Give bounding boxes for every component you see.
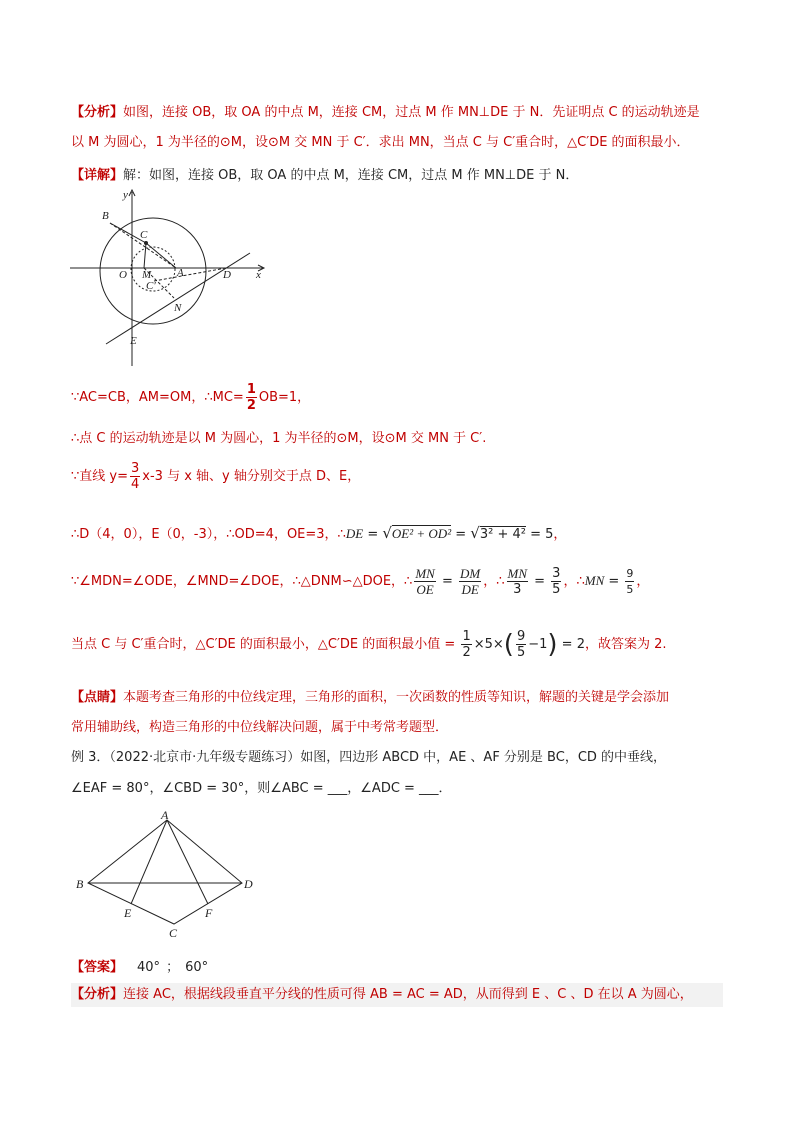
label-y: y [123,189,128,201]
circle-o [100,218,206,324]
label-c2: C [169,926,178,940]
comment-line-2: 常用辅助线，构造三角形的中位线解决问题，属于中考常考题型． [71,720,449,735]
analysis-2-tag: 【分析】 [71,987,124,1002]
analysis-2-line: 【分析】连接 AC，根据线段垂直平分线的性质可得 AB = AC = AD，从而得到 E 、C 、D 在以 A 为圆心， [71,983,723,1007]
step-3: ∵直线 y= $\frac{3}{4}$ x-3 与 x 轴、y 轴分别交于点 D、E， [71,461,361,492]
analysis-text-1: 如图，连接 OB，取 OA 的中点 M，连接 CM，过点 M 作 MN⊥DE 于 N．先证明点 C 的运动轨迹是 [123,105,700,120]
segment-ca [146,243,176,268]
label-a2: A [161,810,169,822]
label-f2: F [205,906,213,920]
label-a: A [177,267,184,279]
detail-line [71,164,578,183]
label-o: O [119,269,127,281]
point-c [144,241,148,245]
segment-af [167,820,208,904]
fraction-slope: $\frac{3}{4}$ [131,461,140,492]
label-x: x [256,269,261,281]
detail-tag: 【详解】 [71,168,124,183]
label-e2: E [124,906,132,920]
label-m: M [142,269,152,281]
analysis-tag: 【分析】 [71,105,124,120]
label-c-prime: C′ [146,280,156,292]
label-d: D [223,269,231,281]
step-4: ∴D（4，0），E（0，-3），∴OD=4，OE=3，∴DE = √OE² + OD² = √3² + 4² = 5， [71,524,567,542]
label-n: N [174,302,182,314]
radical-2: 3² + 4² [479,527,526,542]
comment-tag: 【点睛】 [71,690,124,705]
step-6: 当点 C 与 C′重合时，△C′DE 的面积最小，△C′DE 的面积最小值 = $\frac{1}{2}$ ×5×( $\frac{9}{5}$ −1) = 2，故答案为 2. [71,629,667,660]
quadrilateral-abcd [88,820,242,924]
analysis-line-1 [71,101,700,120]
label-d2: D [244,877,253,891]
segment-ae [131,820,167,904]
answer-tag: 【答案】 [71,960,124,975]
step-1: ∵AC=CB，AM=OM，∴MC= $\frac{1}{2}$ OB=1， [71,382,311,413]
radical-1: OE² + OD² [391,526,452,541]
quadrilateral-figure [72,810,262,940]
step-5: ∵∠MDN=∠ODE，∠MND=∠DOE，∴△DNM∽△DOE，∴ $\frac{MN}{OE}$ = $\frac{DM}{DE}$ ，∴ $\frac{MN}{3}$ = $\frac{3}{5}$ ，∴MN = $\frac{9}{5}$ ， [71,566,650,597]
detail-text: 解：如图，连接 OB，取 OA 的中点 M，连接 CM，过点 M 作 MN⊥DE 于 N． [123,168,579,183]
step-2: ∴点 C 的运动轨迹是以 M 为圆心，1 为半径的⊙M，设⊙M 交 MN 于 C′. [71,431,487,446]
circle-figure [66,186,276,372]
label-c: C [140,229,148,241]
analysis-line-2: 以 M 为圆心，1 为半径的⊙M，设⊙M 交 MN 于 C′．求出 MN，当点 C 与 C′重合时，△C′DE 的面积最小． [71,135,690,150]
answer-line: 【答案】 40° ； 60° [71,960,209,975]
fraction-half: $\frac{1}{2}$ [246,382,256,413]
example-3-line-2: ∠EAF = 80°，∠CBD = 30°，则∠ABC = ___，∠ADC = ___． [71,781,452,796]
label-b: B [102,210,109,222]
comment-line-1: 【点睛】本题考查三角形的中位线定理，三角形的面积，一次函数的性质等知识，解题的关键是学会添加 [71,690,670,705]
label-b2: B [76,877,84,891]
example-3-line-1: 例 3．（2022·北京市·九年级专题练习）如图，四边形 ABCD 中，AE 、AF 分别是 BC，CD 的中垂线， [71,750,667,765]
label-e: E [130,335,137,347]
